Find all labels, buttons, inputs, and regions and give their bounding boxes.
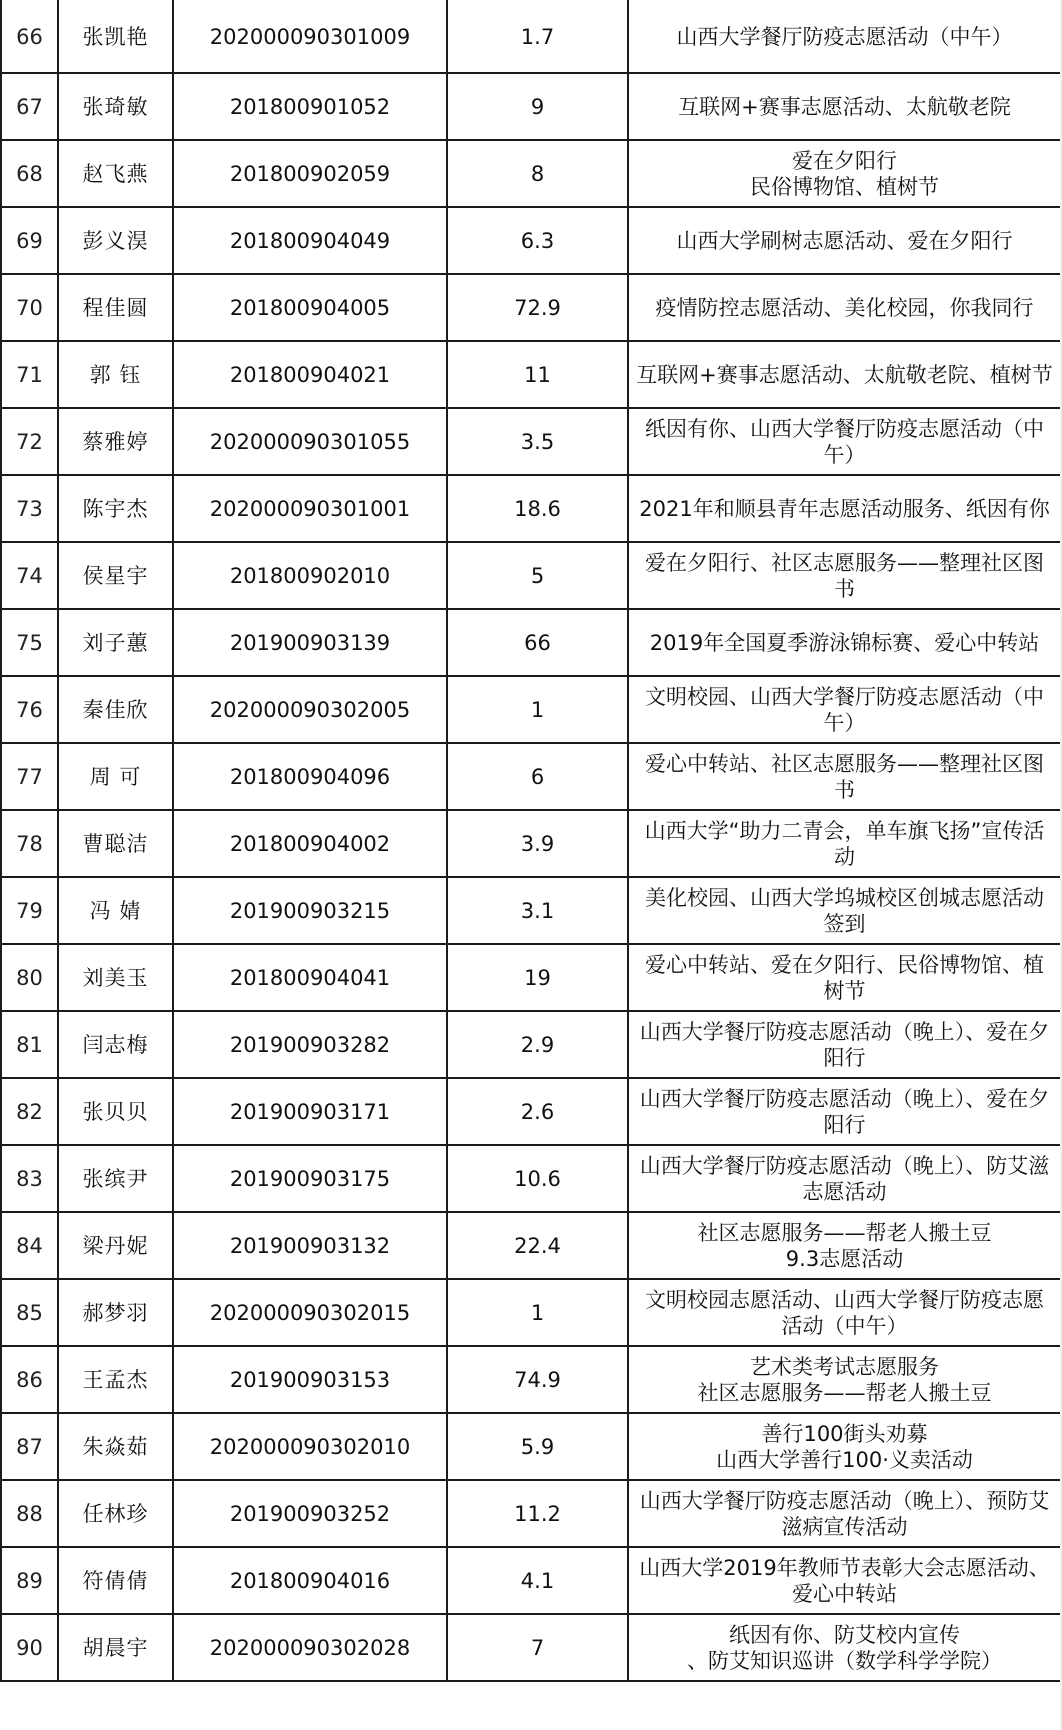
student-name: 刘子蕙 [58,609,173,676]
student-name: 郝梦羽 [58,1279,173,1346]
volunteer-hours: 11.2 [447,1480,628,1547]
table-row [1,408,1061,475]
student-id: 201800904041 [173,944,447,1011]
volunteer-hours: 1 [447,676,628,743]
table-row [1,743,1061,810]
volunteer-hours: 22.4 [447,1212,628,1279]
table-body [1,0,1061,1681]
student-name: 张凯艳 [58,0,173,73]
student-name: 秦佳欣 [58,676,173,743]
activity-description: 文明校园、山西大学餐厅防疫志愿活动（中午） [628,676,1061,743]
table-row [1,1547,1061,1614]
volunteer-hours: 5.9 [447,1413,628,1480]
activity-description: 山西大学餐厅防疫志愿活动（晚上）、爱在夕阳行 [628,1078,1061,1145]
activity-description: 山西大学“助力二青会，单车旗飞扬”宣传活动 [628,810,1061,877]
activity-description: 纸因有你、山西大学餐厅防疫志愿活动（中午） [628,408,1061,475]
table-row [1,207,1061,274]
row-number: 88 [1,1480,58,1547]
volunteer-hours: 1.7 [447,0,628,73]
student-id: 201900903139 [173,609,447,676]
student-id: 202000090302015 [173,1279,447,1346]
table-row [1,341,1061,408]
student-id: 201900903171 [173,1078,447,1145]
table-row [1,73,1061,140]
student-name: 闫志梅 [58,1011,173,1078]
table-row [1,1614,1061,1681]
student-id: 201800904002 [173,810,447,877]
table-row [1,1413,1061,1480]
student-name: 胡晨宇 [58,1614,173,1681]
student-id: 202000090301001 [173,475,447,542]
student-name: 彭义淏 [58,207,173,274]
row-number: 76 [1,676,58,743]
activity-description: 互联网+赛事志愿活动、太航敬老院、植树节 [628,341,1061,408]
activity-description: 善行100街头劝募 山西大学善行100·义卖活动 [628,1413,1061,1480]
row-number: 70 [1,274,58,341]
row-number: 69 [1,207,58,274]
student-name: 张琦敏 [58,73,173,140]
table-row [1,475,1061,542]
volunteer-hours: 66 [447,609,628,676]
row-number: 78 [1,810,58,877]
table-row [1,1011,1061,1078]
student-id: 202000090302028 [173,1614,447,1681]
student-name: 侯星宇 [58,542,173,609]
table-row [1,140,1061,207]
activity-description: 山西大学餐厅防疫志愿活动（晚上）、防艾滋志愿活动 [628,1145,1061,1212]
student-id: 201800904016 [173,1547,447,1614]
activity-description: 纸因有你、防艾校内宣传 、防艾知识巡讲（数学科学学院） [628,1614,1061,1681]
activity-description: 疫情防控志愿活动、美化校园，你我同行 [628,274,1061,341]
student-name: 张贝贝 [58,1078,173,1145]
student-name: 陈宇杰 [58,475,173,542]
student-id: 201900903153 [173,1346,447,1413]
table-row [1,1279,1061,1346]
activity-description: 社区志愿服务——帮老人搬土豆 9.3志愿活动 [628,1212,1061,1279]
student-id: 201800901052 [173,73,447,140]
student-name: 任林珍 [58,1480,173,1547]
activity-description: 美化校园、山西大学坞城校区创城志愿活动签到 [628,877,1061,944]
volunteer-hours: 11 [447,341,628,408]
table-row [1,1480,1061,1547]
student-id: 202000090302010 [173,1413,447,1480]
student-name: 冯 婧 [58,877,173,944]
volunteer-hours: 6 [447,743,628,810]
activity-description: 山西大学餐厅防疫志愿活动（晚上）、爱在夕阳行 [628,1011,1061,1078]
row-number: 90 [1,1614,58,1681]
volunteer-hours: 3.9 [447,810,628,877]
volunteer-hours: 1 [447,1279,628,1346]
activity-description: 山西大学2019年教师节表彰大会志愿活动、爱心中转站 [628,1547,1061,1614]
student-name: 曹聪洁 [58,810,173,877]
activity-description: 爱在夕阳行 民俗博物馆、植树节 [628,140,1061,207]
volunteer-hours: 4.1 [447,1547,628,1614]
table-row [1,0,1061,73]
row-number: 72 [1,408,58,475]
table-row [1,609,1061,676]
row-number: 84 [1,1212,58,1279]
volunteer-hours: 2.9 [447,1011,628,1078]
row-number: 71 [1,341,58,408]
student-id: 202000090301009 [173,0,447,73]
student-name: 符倩倩 [58,1547,173,1614]
student-name: 刘美玉 [58,944,173,1011]
row-number: 80 [1,944,58,1011]
volunteer-hours: 2.6 [447,1078,628,1145]
student-id: 201800904005 [173,274,447,341]
volunteer-hours: 19 [447,944,628,1011]
row-number: 74 [1,542,58,609]
row-number: 73 [1,475,58,542]
activity-description: 山西大学刷树志愿活动、爱在夕阳行 [628,207,1061,274]
student-name: 赵飞燕 [58,140,173,207]
student-id: 201900903132 [173,1212,447,1279]
table-row [1,1346,1061,1413]
volunteer-hours: 5 [447,542,628,609]
row-number: 66 [1,0,58,73]
activity-description: 艺术类考试志愿服务 社区志愿服务——帮老人搬土豆 [628,1346,1061,1413]
student-name: 周 可 [58,743,173,810]
student-name: 张缤尹 [58,1145,173,1212]
row-number: 68 [1,140,58,207]
table-row [1,676,1061,743]
row-number: 79 [1,877,58,944]
student-id: 202000090302005 [173,676,447,743]
student-id: 202000090301055 [173,408,447,475]
row-number: 77 [1,743,58,810]
volunteer-hours: 3.1 [447,877,628,944]
table-row [1,1078,1061,1145]
activity-description: 爱心中转站、爱在夕阳行、民俗博物馆、植树节 [628,944,1061,1011]
student-name: 蔡雅婷 [58,408,173,475]
student-id: 201800902010 [173,542,447,609]
student-id: 201900903282 [173,1011,447,1078]
row-number: 89 [1,1547,58,1614]
student-name: 郭 钰 [58,341,173,408]
volunteer-hours: 6.3 [447,207,628,274]
volunteer-hours: 8 [447,140,628,207]
student-id: 201900903215 [173,877,447,944]
row-number: 81 [1,1011,58,1078]
activity-description: 文明校园志愿活动、山西大学餐厅防疫志愿活动（中午） [628,1279,1061,1346]
volunteer-hours: 10.6 [447,1145,628,1212]
volunteer-hours: 72.9 [447,274,628,341]
table-row [1,542,1061,609]
student-name: 梁丹妮 [58,1212,173,1279]
row-number: 75 [1,609,58,676]
table-row [1,1145,1061,1212]
student-id: 201900903252 [173,1480,447,1547]
activity-description: 山西大学餐厅防疫志愿活动（中午） [628,0,1061,73]
student-name: 王孟杰 [58,1346,173,1413]
row-number: 67 [1,73,58,140]
row-number: 83 [1,1145,58,1212]
student-name: 朱焱茹 [58,1413,173,1480]
student-id: 201800904049 [173,207,447,274]
row-number: 85 [1,1279,58,1346]
table-row [1,274,1061,341]
volunteer-hours: 74.9 [447,1346,628,1413]
row-number: 86 [1,1346,58,1413]
table-row [1,810,1061,877]
table-row [1,1212,1061,1279]
activity-description: 互联网+赛事志愿活动、太航敬老院 [628,73,1061,140]
student-id: 201800904096 [173,743,447,810]
activity-description: 2021年和顺县青年志愿活动服务、纸因有你 [628,475,1061,542]
table-row [1,877,1061,944]
activity-description: 爱在夕阳行、社区志愿服务——整理社区图书 [628,542,1061,609]
row-number: 82 [1,1078,58,1145]
volunteer-hours: 3.5 [447,408,628,475]
student-id: 201800902059 [173,140,447,207]
activity-description: 山西大学餐厅防疫志愿活动（晚上）、预防艾滋病宣传活动 [628,1480,1061,1547]
activity-description: 2019年全国夏季游泳锦标赛、爱心中转站 [628,609,1061,676]
volunteer-hours: 18.6 [447,475,628,542]
volunteer-hours: 7 [447,1614,628,1681]
table-row [1,944,1061,1011]
volunteer-hours: 9 [447,73,628,140]
student-name: 程佳圆 [58,274,173,341]
student-id: 201800904021 [173,341,447,408]
activity-description: 爱心中转站、社区志愿服务——整理社区图书 [628,743,1061,810]
row-number: 87 [1,1413,58,1480]
student-id: 201900903175 [173,1145,447,1212]
